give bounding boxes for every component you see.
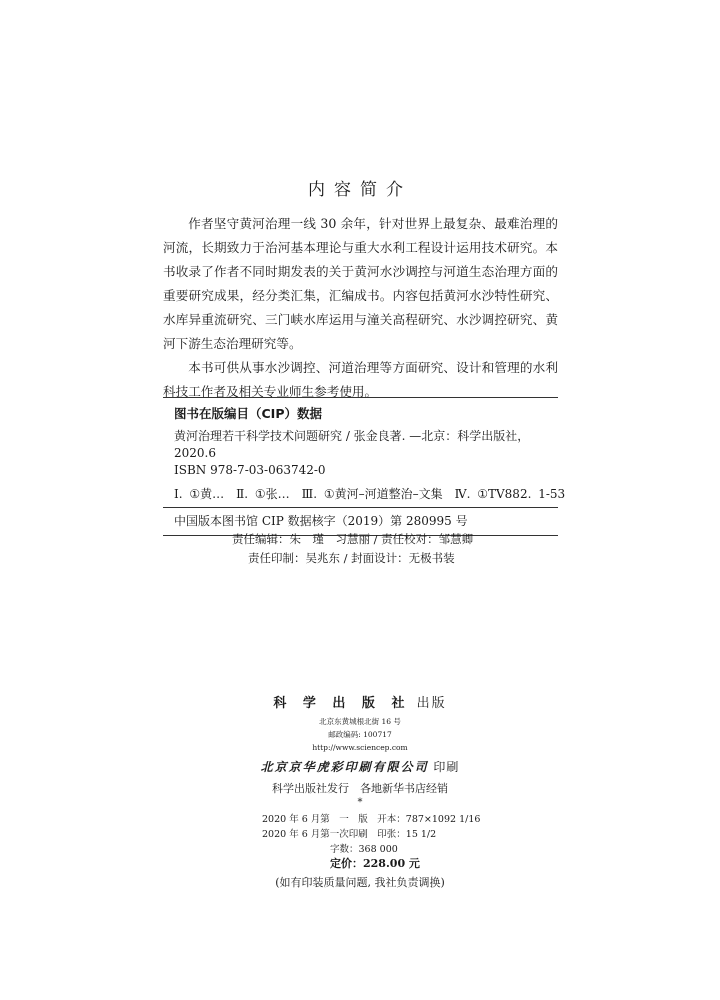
edition-line: 2020 年 6 月第 一 版 开本：787×1092 1/16 xyxy=(262,814,481,825)
summary-text xyxy=(163,212,558,404)
summary-paragraph-1: 作者坚守黄河治理一线 30 余年，针对世界上最复杂、最难治理的河流，长期致力于治河基本理论与重大水利工程设计运用技术研究。本书收录了作者不同时期发表的关于黄河水沙调控与河道生态治理方面的重要研究成果，经分类汇集，汇编成书。内容包括黄河水沙特性研究、水库异重流研究、三门峡水库运用与潼关高程研究、水沙调控研究、黄河下游生态治理研究等。 xyxy=(163,216,558,351)
distribution-line: 科学出版社发行 各地新华书店经销 xyxy=(272,782,448,795)
cip-number: 中国版本图书馆 CIP 数据核字（2019）第 280995 号 xyxy=(174,514,468,528)
cip-date-line: 2020.6 xyxy=(174,446,216,460)
cip-title-line: 黄河治理若干科学技术问题研究 / 张金良著. —北京：科学出版社， xyxy=(174,429,530,443)
cip-isbn: ISBN 978-7-03-063742-0 xyxy=(174,463,326,477)
publisher-name: 科 学 出 版 社 xyxy=(273,696,411,711)
quality-note: (如有印装质量问题, 我社负责调换) xyxy=(275,876,445,889)
specifications xyxy=(0,812,720,872)
cip-record xyxy=(174,428,558,479)
publisher-suffix: 出版 xyxy=(416,696,447,711)
cip-classification: Ⅰ. ①黄… Ⅱ. ①张… Ⅲ. ①黄河–河道整治–文集 Ⅳ. ①TV882. 1-53 xyxy=(174,487,566,501)
publisher-url: http://www.sciencep.com xyxy=(312,743,408,752)
cip-heading: 图书在版编目（CIP）数据 xyxy=(174,406,322,421)
publisher-postcode: 邮政编码: 100717 xyxy=(328,730,392,739)
publisher-line xyxy=(0,692,720,711)
printer-name: 北京京华虎彩印刷有限公司 xyxy=(260,760,429,774)
summary-paragraph-2: 本书可供从事水沙调控、河道治理等方面研究、设计和管理的水利科技工作者及相关专业师生参考使用。 xyxy=(163,360,558,399)
cip-middle-rule xyxy=(163,507,558,508)
editors-line-1: 责任编辑：朱 瑾 习慧丽 / 责任校对：邹慧卿 xyxy=(232,532,474,546)
separator-asterisk: * xyxy=(357,797,363,808)
cip-data-block xyxy=(163,397,566,536)
printer-line xyxy=(0,758,720,775)
cip-top-rule xyxy=(163,397,558,398)
editors-line-2: 责任印制：吴兆东 / 封面设计：无极书装 xyxy=(248,551,455,565)
price: 定价：228.00 元 xyxy=(330,857,420,870)
printing-line: 2020 年 6 月第一次印刷 印张：15 1/2 xyxy=(262,829,437,840)
summary-title: 内容简介 xyxy=(308,180,412,200)
printer-suffix: 印刷 xyxy=(433,760,460,774)
imprint-block xyxy=(0,692,720,890)
word-count: 字数：368 000 xyxy=(330,844,398,855)
publisher-address: 北京东黄城根北街 16 号 xyxy=(319,717,401,726)
